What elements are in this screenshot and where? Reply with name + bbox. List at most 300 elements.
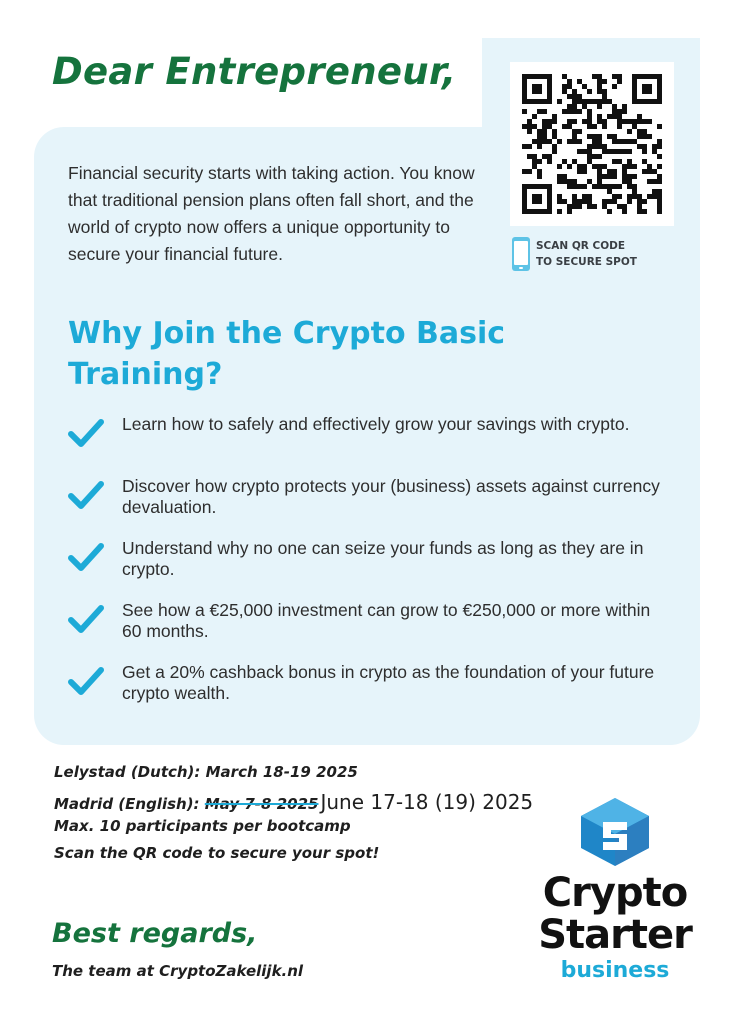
qr-module <box>582 169 587 174</box>
qr-module <box>632 189 637 194</box>
qr-module <box>582 84 587 89</box>
qr-module <box>572 99 577 104</box>
qr-module <box>582 199 587 204</box>
crypto-starter-logo <box>535 796 695 996</box>
qr-module <box>612 159 617 164</box>
qr-module <box>592 134 597 139</box>
qr-module <box>562 124 567 129</box>
qr-module <box>617 114 622 119</box>
qr-code-icon <box>522 74 662 214</box>
qr-module <box>567 94 572 99</box>
greeting-heading: Dear Entrepreneur, <box>52 50 457 93</box>
qr-module <box>587 199 592 204</box>
benefit-text: See how a €25,000 investment can grow to €250,000 or more within 60 months. <box>122 600 651 641</box>
qr-module <box>617 194 622 199</box>
qr-module <box>657 209 662 214</box>
qr-module <box>567 184 572 189</box>
qr-module <box>562 84 567 89</box>
qr-module <box>617 124 622 129</box>
qr-module <box>537 169 542 174</box>
qr-module <box>577 129 582 134</box>
qr-module <box>582 149 587 154</box>
qr-module <box>542 129 547 134</box>
qr-module <box>617 109 622 114</box>
qr-module <box>607 189 612 194</box>
qr-module <box>632 174 637 179</box>
qr-module <box>602 124 607 129</box>
qr-module <box>572 109 577 114</box>
qr-module <box>612 104 617 109</box>
qr-module <box>602 79 607 84</box>
qr-module <box>637 144 642 149</box>
qr-module <box>597 84 602 89</box>
qr-module <box>567 84 572 89</box>
qr-module <box>592 139 597 144</box>
qr-module <box>562 199 567 204</box>
qr-module <box>582 99 587 104</box>
event-madrid <box>54 790 533 817</box>
qr-module <box>597 74 602 79</box>
qr-module <box>657 139 662 144</box>
qr-module <box>572 159 577 164</box>
qr-module <box>622 119 627 124</box>
qr-module <box>597 179 602 184</box>
qr-module <box>547 124 552 129</box>
qr-module <box>597 169 602 174</box>
qr-module <box>652 179 657 184</box>
qr-module <box>642 119 647 124</box>
qr-module <box>597 99 602 104</box>
qr-module <box>532 139 537 144</box>
qr-module <box>632 164 637 169</box>
qr-module <box>597 174 602 179</box>
qr-module <box>612 134 617 139</box>
why-join-heading: Why Join the Crypto Basic Training? <box>68 316 506 392</box>
qr-module <box>592 99 597 104</box>
qr-module <box>622 139 627 144</box>
qr-module <box>592 154 597 159</box>
benefit-item <box>68 598 668 660</box>
qr-module <box>557 99 562 104</box>
scan-qr-caption: SCAN QR CODE TO SECURE SPOT <box>536 240 637 268</box>
qr-module <box>527 119 532 124</box>
qr-module <box>562 89 567 94</box>
qr-module <box>632 139 637 144</box>
qr-module <box>587 149 592 154</box>
qr-module <box>527 129 532 134</box>
qr-module <box>562 109 567 114</box>
qr-module <box>587 159 592 164</box>
qr-module <box>522 169 527 174</box>
qr-module <box>592 144 597 149</box>
qr-module <box>607 99 612 104</box>
benefit-item <box>68 412 668 474</box>
qr-module <box>592 124 597 129</box>
qr-module <box>622 179 627 184</box>
qr-module <box>572 94 577 99</box>
benefit-text: Get a 20% cashback bonus in crypto as the foundation of your future crypto wealth. <box>122 662 655 703</box>
qr-module <box>552 119 557 124</box>
qr-module <box>627 194 632 199</box>
qr-module <box>577 164 582 169</box>
qr-module <box>572 119 577 124</box>
qr-module <box>652 194 657 199</box>
qr-module <box>642 144 647 149</box>
qr-module <box>657 189 662 194</box>
qr-module <box>637 199 642 204</box>
qr-module <box>572 199 577 204</box>
qr-module <box>657 164 662 169</box>
qr-module <box>607 169 612 174</box>
logo-word-crypto: Crypto <box>542 870 688 916</box>
qr-module <box>562 174 567 179</box>
qr-module <box>637 114 642 119</box>
qr-module <box>622 104 627 109</box>
qr-module <box>572 204 577 209</box>
qr-module <box>522 124 527 129</box>
qr-module <box>657 144 662 149</box>
qr-module <box>567 164 572 169</box>
checkmark-icon <box>68 666 104 696</box>
best-regards: Best regards, <box>52 918 258 949</box>
qr-module <box>602 94 607 99</box>
qr-module <box>567 204 572 209</box>
qr-module <box>577 184 582 189</box>
qr-module <box>627 179 632 184</box>
qr-module <box>657 154 662 159</box>
qr-module <box>632 119 637 124</box>
qr-module <box>552 114 557 119</box>
qr-module <box>617 74 622 79</box>
qr-module <box>642 129 647 134</box>
qr-module <box>587 134 592 139</box>
qr-module <box>612 149 617 154</box>
benefit-item <box>68 660 668 722</box>
qr-module <box>617 79 622 84</box>
qr-module <box>627 149 632 154</box>
qr-module <box>657 199 662 204</box>
qr-module <box>552 149 557 154</box>
checkmark-icon <box>68 542 104 572</box>
qr-module <box>587 194 592 199</box>
qr-module <box>597 139 602 144</box>
qr-module <box>627 129 632 134</box>
qr-module <box>597 119 602 124</box>
qr-module <box>607 199 612 204</box>
qr-module <box>557 194 562 199</box>
qr-module <box>647 164 652 169</box>
qr-module <box>612 139 617 144</box>
qr-module <box>597 134 602 139</box>
qr-module <box>522 109 527 114</box>
qr-module <box>542 154 547 159</box>
qr-module <box>587 99 592 104</box>
qr-module <box>622 174 627 179</box>
qr-module <box>612 199 617 204</box>
qr-module <box>612 114 617 119</box>
qr-module <box>597 89 602 94</box>
qr-module <box>632 194 637 199</box>
qr-module <box>572 129 577 134</box>
qr-module <box>527 154 532 159</box>
qr-module <box>617 119 622 124</box>
qr-module <box>612 184 617 189</box>
qr-module <box>587 179 592 184</box>
checkmark-icon <box>68 418 104 448</box>
qr-module <box>587 204 592 209</box>
qr-module <box>642 169 647 174</box>
qr-module <box>647 119 652 124</box>
qr-module <box>577 79 582 84</box>
qr-module <box>532 124 537 129</box>
qr-module <box>652 144 657 149</box>
qr-module <box>617 139 622 144</box>
qr-module <box>572 184 577 189</box>
qr-module <box>602 184 607 189</box>
qr-module <box>572 104 577 109</box>
qr-module <box>587 119 592 124</box>
qr-module <box>642 209 647 214</box>
qr-module <box>567 179 572 184</box>
qr-module <box>547 154 552 159</box>
qr-module <box>537 109 542 114</box>
madrid-label: Madrid (English): <box>54 795 205 813</box>
qr-module <box>542 119 547 124</box>
qr-module <box>537 134 542 139</box>
qr-module <box>612 194 617 199</box>
madrid-old-date: May 7-8 2025 <box>204 795 319 813</box>
qr-module <box>607 149 612 154</box>
qr-module <box>562 159 567 164</box>
qr-module <box>637 129 642 134</box>
qr-module <box>537 129 542 134</box>
qr-module <box>647 194 652 199</box>
qr-module <box>587 114 592 119</box>
qr-module <box>587 144 592 149</box>
qr-module <box>587 124 592 129</box>
qr-module <box>607 174 612 179</box>
qr-module <box>627 119 632 124</box>
qr-module <box>522 144 527 149</box>
qr-module <box>602 164 607 169</box>
qr-module <box>647 134 652 139</box>
qr-module <box>627 184 632 189</box>
qr-module <box>617 149 622 154</box>
qr-module <box>592 184 597 189</box>
qr-module <box>652 149 657 154</box>
qr-module <box>552 129 557 134</box>
qr-module <box>557 139 562 144</box>
qr-module <box>582 164 587 169</box>
qr-module <box>607 209 612 214</box>
qr-code[interactable] <box>510 62 674 226</box>
logo-word-starter: Starter <box>538 912 692 958</box>
qr-module <box>577 94 582 99</box>
qr-module <box>637 134 642 139</box>
qr-module <box>602 149 607 154</box>
qr-module <box>537 139 542 144</box>
qr-module <box>567 139 572 144</box>
qr-module <box>602 199 607 204</box>
qr-module <box>537 174 542 179</box>
qr-module <box>597 79 602 84</box>
qr-module <box>612 109 617 114</box>
qr-module <box>582 194 587 199</box>
benefit-text: Understand why no one can seize your funds as long as they are in crypto. <box>122 538 644 579</box>
qr-module <box>537 144 542 149</box>
qr-module <box>657 204 662 209</box>
qr-module <box>642 134 647 139</box>
qr-module <box>572 134 577 139</box>
qr-module <box>557 179 562 184</box>
qr-module <box>612 169 617 174</box>
qr-module <box>602 204 607 209</box>
qr-module <box>572 194 577 199</box>
qr-module <box>557 209 562 214</box>
qr-module <box>547 159 552 164</box>
qr-module <box>642 159 647 164</box>
qr-module <box>577 169 582 174</box>
qr-module <box>657 124 662 129</box>
qr-module <box>622 169 627 174</box>
qr-module <box>647 179 652 184</box>
qr-module <box>652 169 657 174</box>
qr-module <box>597 154 602 159</box>
qr-module <box>542 109 547 114</box>
qr-module <box>622 164 627 169</box>
qr-module <box>627 139 632 144</box>
benefits-list <box>68 412 668 722</box>
qr-module <box>582 184 587 189</box>
qr-module <box>567 119 572 124</box>
qr-module <box>642 149 647 154</box>
qr-module <box>562 74 567 79</box>
qr-module <box>627 199 632 204</box>
qr-module <box>602 144 607 149</box>
benefit-text: Learn how to safely and effectively grow your savings with crypto. <box>122 414 630 434</box>
qr-module <box>567 109 572 114</box>
qr-module <box>587 154 592 159</box>
logo-word-business: business <box>560 958 670 983</box>
qr-module <box>622 204 627 209</box>
qr-module <box>577 149 582 154</box>
qr-module <box>627 174 632 179</box>
qr-module <box>602 174 607 179</box>
qr-module <box>562 179 567 184</box>
qr-module <box>612 84 617 89</box>
qr-module <box>607 114 612 119</box>
qr-module <box>602 89 607 94</box>
qr-module <box>537 159 542 164</box>
qr-module <box>602 119 607 124</box>
participants-note: Max. 10 participants per bootcamp <box>54 817 351 835</box>
checkmark-icon <box>68 480 104 510</box>
benefit-item <box>68 474 668 536</box>
qr-module <box>637 204 642 209</box>
qr-module <box>607 184 612 189</box>
qr-module <box>632 124 637 129</box>
qr-module <box>567 209 572 214</box>
qr-module <box>627 164 632 169</box>
qr-module <box>577 199 582 204</box>
qr-module <box>567 124 572 129</box>
qr-module <box>602 99 607 104</box>
qr-module <box>582 119 587 124</box>
qr-module <box>532 159 537 164</box>
scan-instruction: Scan the QR code to secure your spot! <box>54 844 380 862</box>
qr-module <box>577 204 582 209</box>
qr-module <box>542 139 547 144</box>
qr-module <box>547 119 552 124</box>
qr-module <box>542 124 547 129</box>
qr-module <box>532 154 537 159</box>
intro-paragraph: Financial security starts with taking action. You know that traditional pension plans often fall short, and the world of crypto now offers a unique opportunity to secure your financial future. <box>68 163 475 264</box>
qr-module <box>617 159 622 164</box>
event-lelystad: Lelystad (Dutch): March 18-19 2025 <box>54 763 358 781</box>
benefit-item <box>68 536 668 598</box>
qr-module <box>657 174 662 179</box>
qr-module <box>642 199 647 204</box>
qr-module <box>527 169 532 174</box>
qr-module <box>577 99 582 104</box>
team-signature: The team at CryptoZakelijk.nl <box>52 962 304 980</box>
qr-module <box>567 79 572 84</box>
qr-module <box>612 174 617 179</box>
qr-module <box>657 179 662 184</box>
qr-module <box>657 194 662 199</box>
qr-module <box>652 189 657 194</box>
qr-module <box>557 174 562 179</box>
benefit-text: Discover how crypto protects your (business) assets against currency devaluation. <box>122 476 660 517</box>
qr-module <box>592 204 597 209</box>
qr-module <box>592 164 597 169</box>
qr-module <box>582 104 587 109</box>
qr-module <box>527 124 532 129</box>
qr-module <box>637 119 642 124</box>
qr-module <box>637 209 642 214</box>
qr-module <box>607 134 612 139</box>
qr-module <box>577 109 582 114</box>
qr-module <box>637 194 642 199</box>
qr-module <box>552 134 557 139</box>
qr-module <box>572 89 577 94</box>
qr-module <box>597 164 602 169</box>
qr-module <box>617 184 622 189</box>
qr-module <box>612 74 617 79</box>
phone-icon <box>511 236 531 272</box>
qr-module <box>617 204 622 209</box>
qr-module <box>587 109 592 114</box>
qr-module <box>647 169 652 174</box>
qr-module <box>597 104 602 109</box>
qr-module <box>572 139 577 144</box>
qr-module <box>527 144 532 149</box>
qr-module <box>622 209 627 214</box>
qr-module <box>557 164 562 169</box>
qr-module <box>557 199 562 204</box>
qr-module <box>597 144 602 149</box>
qr-module <box>572 179 577 184</box>
qr-module <box>622 149 627 154</box>
qr-module <box>597 184 602 189</box>
checkmark-icon <box>68 604 104 634</box>
qr-module <box>577 139 582 144</box>
qr-module <box>622 109 627 114</box>
qr-module <box>567 104 572 109</box>
qr-module <box>532 164 537 169</box>
qr-module <box>542 134 547 139</box>
madrid-new-date: June 17-18 (19) 2025 <box>320 790 534 814</box>
